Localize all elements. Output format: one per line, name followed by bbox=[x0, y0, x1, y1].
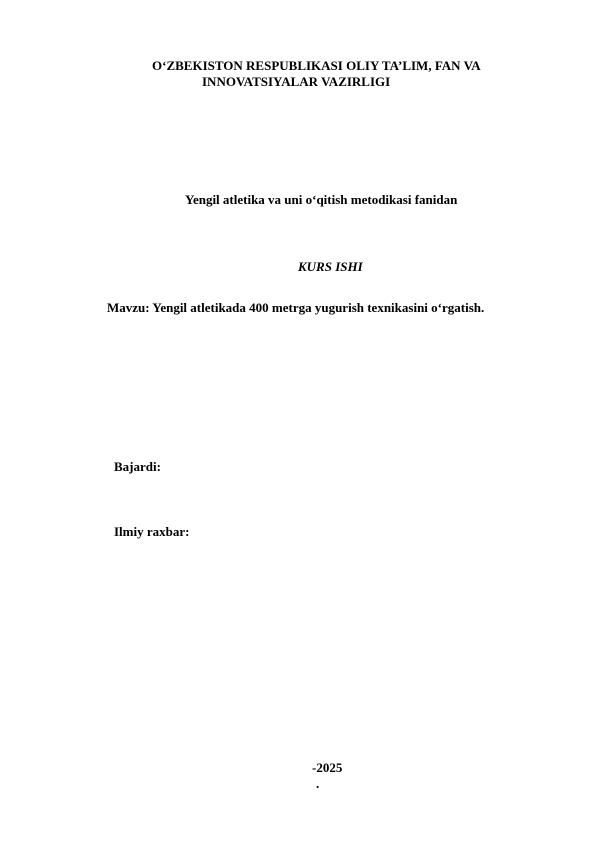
document-type: KURS ISHI bbox=[298, 259, 363, 274]
ministry-title-line-2: INNOVATSIYALAR VAZIRLIGI bbox=[202, 74, 391, 89]
performer-label: Bajardi: bbox=[114, 459, 161, 474]
ministry-title-line-1: O‘ZBEKISTON RESPUBLIKASI OLIY TA’LIM, FAN VA bbox=[152, 58, 481, 73]
topic-line: Mavzu: Yengil atletikada 400 metrga yugurish texnikasini o‘rgatish. bbox=[107, 300, 485, 315]
year-text: -2025 bbox=[312, 760, 343, 775]
subject-title: Yengil atletika va uni o‘qitish metodikasi fanidan bbox=[185, 192, 458, 207]
supervisor-label: Ilmiy raxbar: bbox=[114, 524, 190, 539]
footer-mark: . bbox=[316, 776, 320, 791]
